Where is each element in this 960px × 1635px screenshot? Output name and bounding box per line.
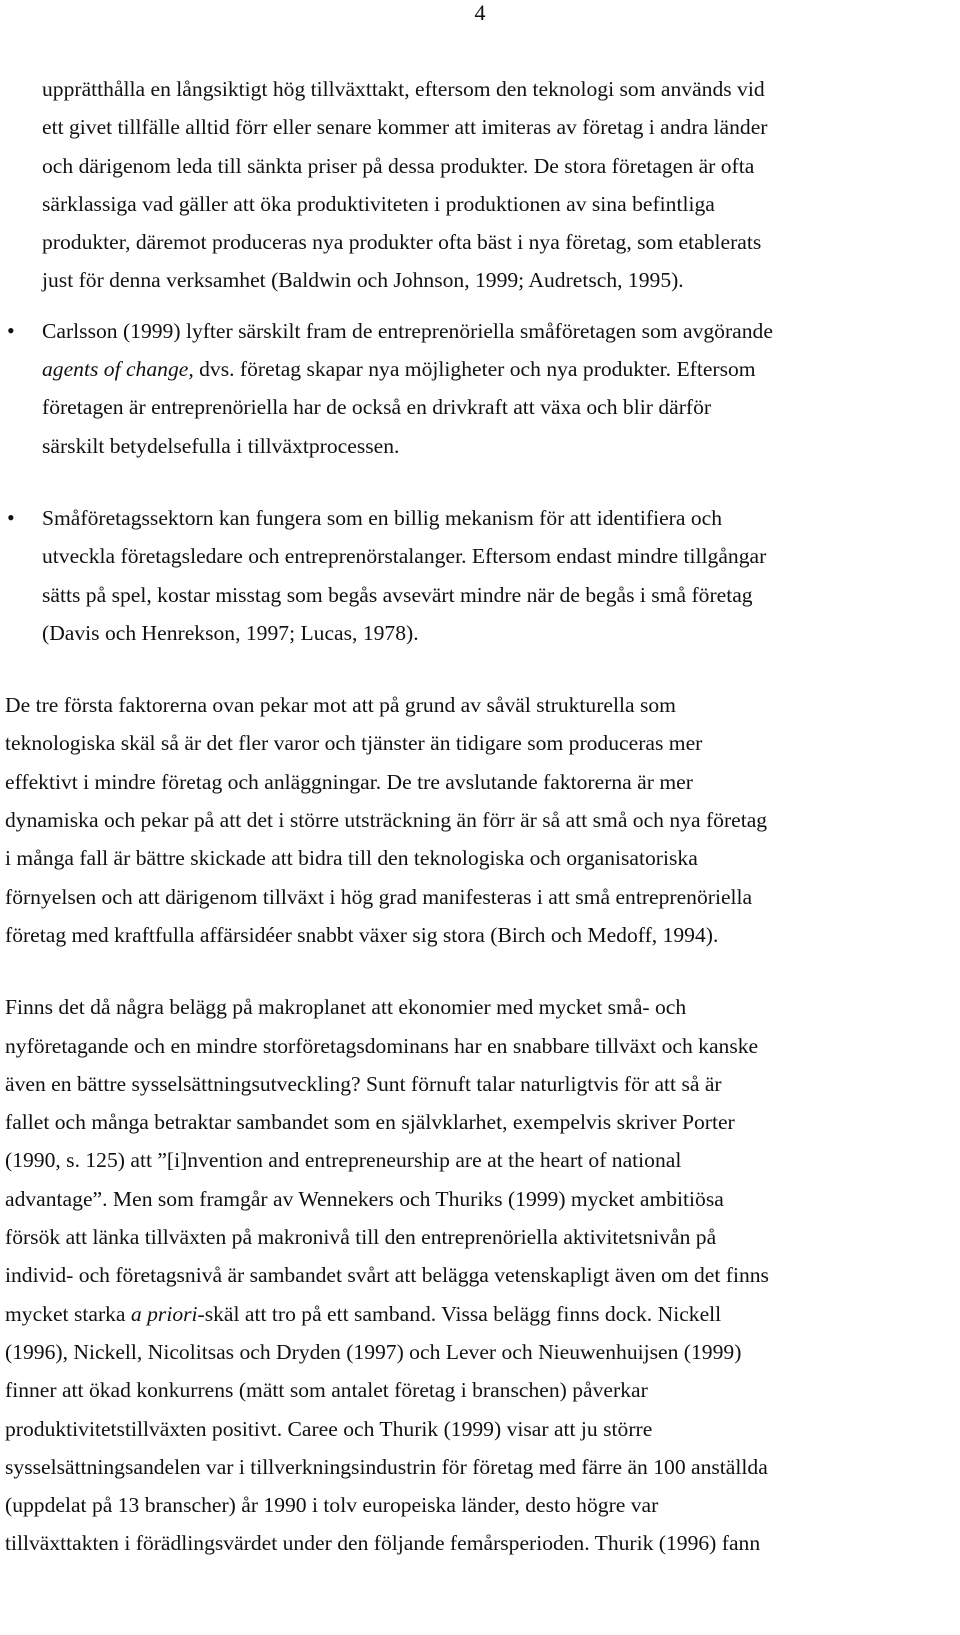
text-line: nyföretagande och en mindre storföretagsdominans har en snabbare tillväxt och kanske <box>5 1033 759 1058</box>
text-line: finner att ökad konkurrens (mätt som antalet företag i branschen) påverkar <box>5 1378 648 1403</box>
text-line: produktivitetstillväxten positivt. Caree och Thurik (1999) visar att ju större <box>5 1416 653 1441</box>
text-line: Småföretagssektorn kan fungera som en billig mekanism för att identifiera och <box>42 505 723 530</box>
text-line: i många fall är bättre skickade att bidra till den teknologiska och organisatoriska <box>5 846 698 871</box>
document-body <box>5 70 955 1563</box>
text-run: -skäl att tro på ett samband. Vissa belägg finns dock. Nickell <box>197 1301 722 1326</box>
text-line: just för denna verksamhet (Baldwin och Johnson, 1999; Audretsch, 1995). <box>42 268 684 293</box>
text-line: företag med kraftfulla affärsidéer snabbt växer sig stora (Birch och Medoff, 1994). <box>5 922 719 947</box>
text-line: ett givet tillfälle alltid förr eller senare kommer att imiteras av företag i andra länder <box>42 115 768 140</box>
text-line: sätts på spel, kostar misstag som begås avsevärt mindre när de begås i små företag <box>42 582 753 607</box>
page-number: 4 <box>474 0 486 25</box>
text-line: särskilt betydelsefulla i tillväxtprocessen. <box>42 433 400 458</box>
bullet-item-2 <box>5 312 955 465</box>
text-line: produkter, däremot produceras nya produkter ofta bäst i nya företag, som etablerats <box>42 230 762 255</box>
text-line: teknologiska skäl så är det fler varor och tjänster än tidigare som produceras mer <box>5 731 703 756</box>
text-line: företagen är entreprenöriella har de också en drivkraft att växa och blir därför <box>42 395 712 420</box>
text-line: särklassiga vad gäller att öka produktiviteten i produktionen av sina befintliga <box>42 191 715 216</box>
text-line: sysselsättningsandelen var i tillverkningsindustrin för företag med färre än 100 anställda <box>5 1454 768 1479</box>
paragraph-1 <box>5 686 955 954</box>
text-line: Carlsson (1999) lyfter särskilt fram de entreprenöriella småföretagen som avgörande <box>42 318 773 343</box>
text-line: förnyelsen och att därigenom tillväxt i hög grad manifesteras i att små entreprenöriella <box>5 884 753 909</box>
text-line <box>42 350 955 388</box>
text-line: försök att länka tillväxten på makronivå till den entreprenöriella aktivitetsnivån på <box>5 1225 717 1250</box>
text-run: dvs. företag skapar nya möjligheter och nya produkter. Eftersom <box>193 357 756 382</box>
text-line: (uppdelat på 13 branscher) år 1990 i tolv europeiska länder, desto högre var <box>5 1493 659 1518</box>
text-line: fallet och många betraktar sambandet som en självklarhet, exempelvis skriver Porter <box>5 1110 735 1135</box>
bullet-3-text <box>42 499 955 652</box>
text-line: De tre första faktorerna ovan pekar mot att på grund av såväl strukturella som <box>5 693 676 718</box>
bullet-1-text <box>42 70 955 300</box>
text-line: advantage”. Men som framgår av Wennekers och Thuriks (1999) mycket ambitiösa <box>5 1186 724 1211</box>
italic-term: agents of change, <box>42 357 194 382</box>
text-line: tillväxttakten i förädlingsvärdet under den följande femårsperioden. Thurik (1996) fann <box>5 1531 761 1556</box>
text-line: även en bättre sysselsättningsutveckling? Sunt förnuft talar naturligtvis för att så är <box>5 1071 722 1096</box>
text-line: (1990, s. 125) att ”[i]nvention and entrepreneurship are at the heart of national <box>5 1148 682 1173</box>
text-line: (Davis och Henrekson, 1997; Lucas, 1978). <box>42 620 419 645</box>
text-line: effektivt i mindre företag och anläggningar. De tre avslutande faktorerna är mer <box>5 769 693 794</box>
bullet-item-3 <box>5 499 955 652</box>
text-line: upprätthålla en långsiktigt hög tillväxttakt, eftersom den teknologi som används vid <box>42 77 765 101</box>
bullet-marker: • <box>7 504 15 530</box>
paragraph-2 <box>5 988 955 1562</box>
text-line: utveckla företagsledare och entreprenörstalanger. Eftersom endast mindre tillgångar <box>42 544 767 569</box>
text-line: (1996), Nickell, Nicolitsas och Dryden (1997) och Lever och Nieuwenhuijsen (1999) <box>5 1339 742 1364</box>
italic-term: a priori <box>130 1301 198 1326</box>
bullet-2-text <box>42 312 955 465</box>
text-line: och därigenom leda till sänkta priser på dessa produkter. De stora företagen är ofta <box>42 153 755 178</box>
text-line <box>5 1295 955 1333</box>
bullet-marker: • <box>7 317 15 343</box>
text-line: dynamiska och pekar på att det i större utsträckning än förr är så att små och nya företag <box>5 808 768 833</box>
text-line: Finns det då några belägg på makroplanet att ekonomier med mycket små- och <box>5 995 687 1020</box>
bullet-item-1 <box>5 70 955 300</box>
text-line: individ- och företagsnivå är sambandet svårt att belägga vetenskapligt även om det finns <box>5 1263 769 1288</box>
text-run: mycket starka <box>5 1301 131 1326</box>
